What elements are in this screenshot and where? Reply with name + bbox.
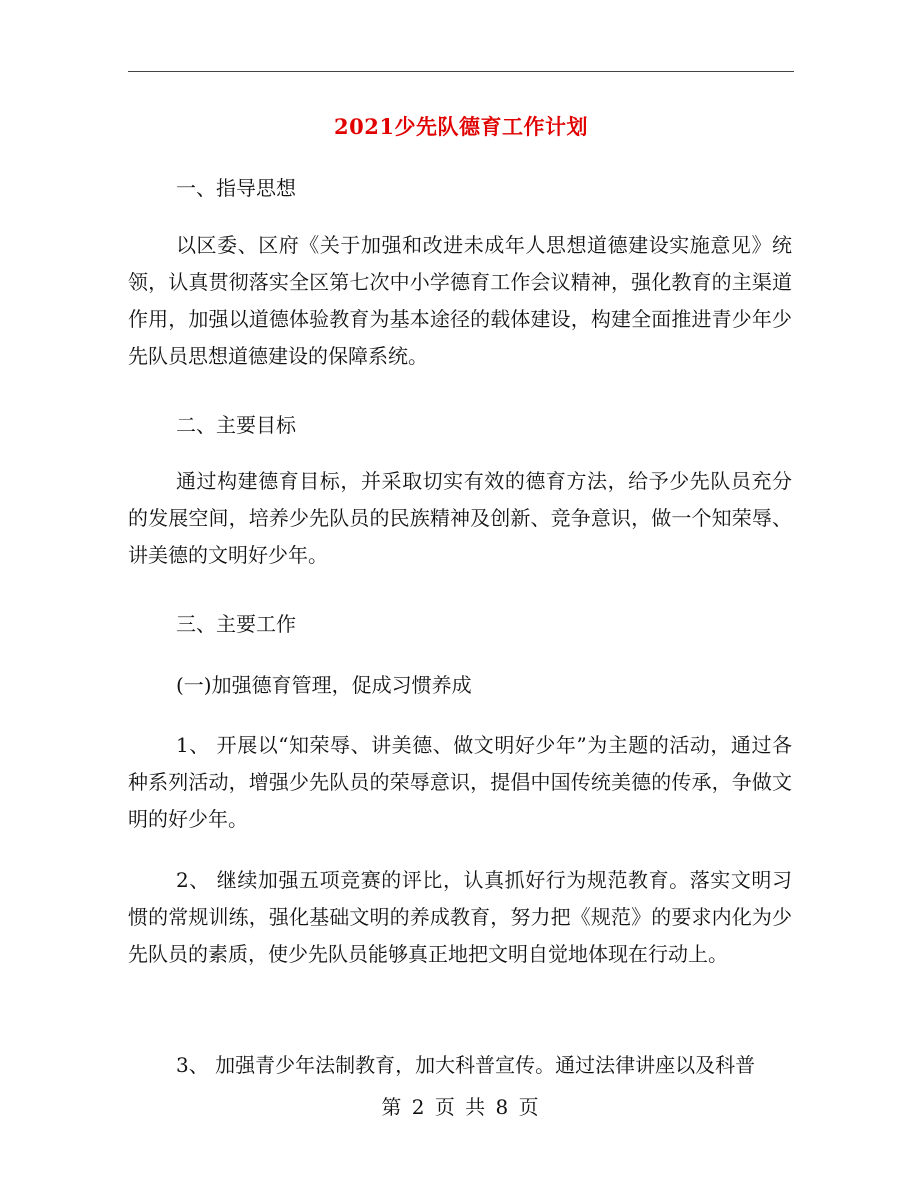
- section-body-guiding-thought: 以区委、区府《关于加强和改进未成年人思想道德建设实施意见》统领，认真贯彻落实全区第七次中小学德育工作会议精神，强化教育的主渠道作用，加强以道德体验教育为基本途径的载体建设，构建全面推进青少年少先队员思想道德建设的保障系统。: [128, 233, 792, 368]
- header-rule: [128, 71, 794, 72]
- section-heading-main-work: 三、主要工作: [176, 612, 296, 636]
- section-heading-guiding-thought: 一、指导思想: [176, 176, 296, 200]
- section-body-main-goals: 通过构建德育目标，并采取切实有效的德育方法，给予少先队员充分的发展空间，培养少先队员的民族精神及创新、竞争意识，做一个知荣辱、讲美德的文明好少年。: [128, 469, 792, 567]
- page-number-footer: 第 2 页 共 8 页: [381, 1095, 541, 1119]
- subsection-heading-moral-management: (一)加强德育管理，促成习惯养成: [176, 673, 472, 697]
- section-heading-main-goals: 二、主要目标: [176, 413, 296, 437]
- list-item-3: 3、 加强青少年法制教育，加大科普宣传。通过法律讲座以及科普: [176, 1053, 756, 1077]
- document-title: 2021少先队德育工作计划: [334, 114, 588, 139]
- list-item-2: 2、 继续加强五项竞赛的评比，认真抓好行为规范教育。落实文明习惯的常规训练，强化基础文明的养成教育，努力把《规范》的要求内化为少先队员的素质，使少先队员能够真正地把文明自觉地体现在行动上。: [128, 868, 792, 966]
- list-item-1: 1、 开展以“知荣辱、讲美德、做文明好少年”为主题的活动，通过各种系列活动，增强少先队员的荣辱意识，提倡中国传统美德的传承，争做文明的好少年。: [128, 733, 792, 831]
